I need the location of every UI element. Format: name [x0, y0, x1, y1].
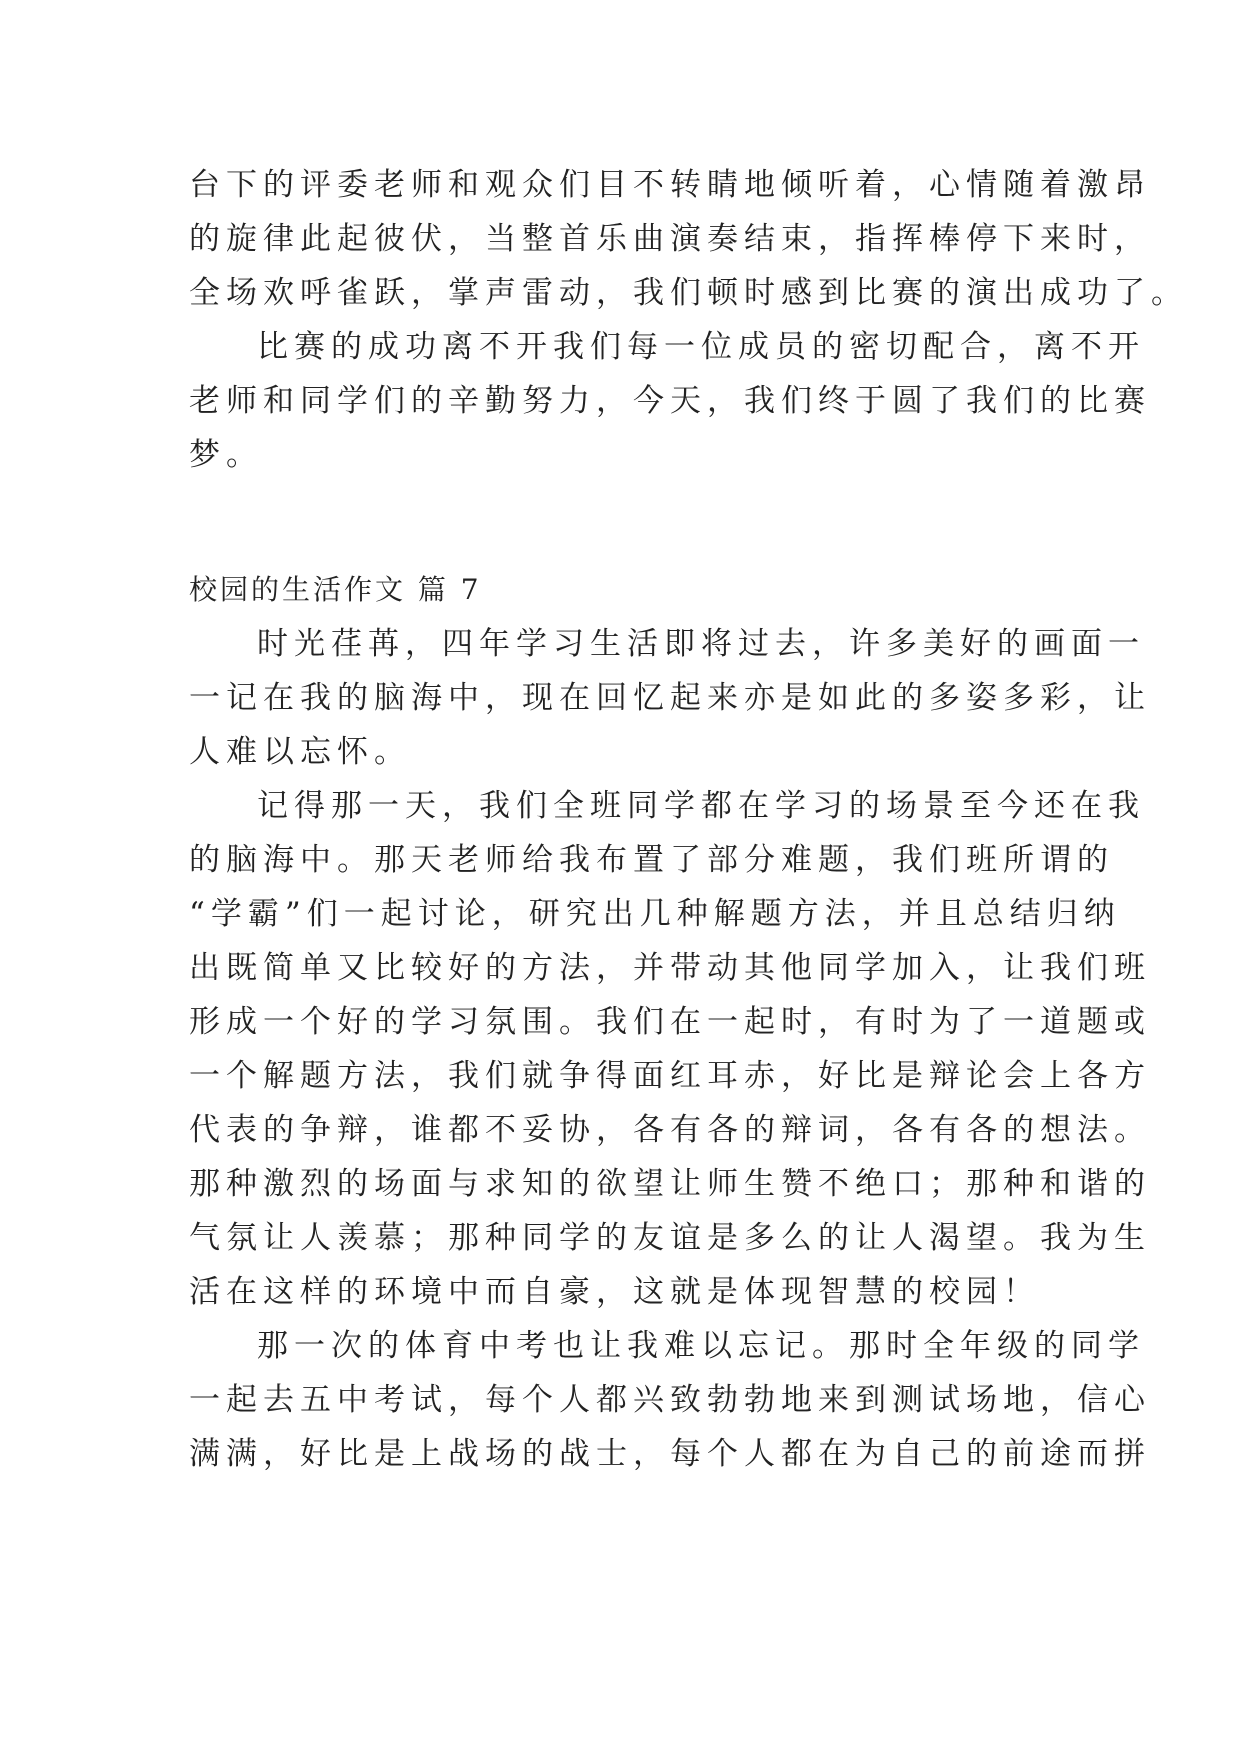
text-line: 活在这样的环境中而自豪，这就是体现智慧的校园！: [189, 1274, 1040, 1310]
paragraph-pe-exam: [189, 1319, 1151, 1481]
text-line: 一记在我的脑海中，现在回忆起来亦是如此的多姿多彩，让: [189, 680, 1151, 716]
text-line: 那一次的体育中考也让我难以忘记。那时全年级的同学: [257, 1328, 1145, 1364]
paragraph-success-reason: [189, 320, 1151, 482]
text-line: 人难以忘怀。: [189, 734, 411, 770]
text-line: 满满，好比是上战场的战士，每个人都在为自己的前途而拼: [189, 1436, 1151, 1472]
text-line: 一个解题方法，我们就争得面红耳赤，好比是辩论会上各方: [189, 1058, 1151, 1094]
text-line: 那种激烈的场面与求知的欲望让师生赞不绝口；那种和谐的: [189, 1166, 1151, 1202]
text-line: 的旋律此起彼伏，当整首乐曲演奏结束，指挥棒停下来时，: [189, 221, 1151, 257]
text-line: 出既简单又比较好的方法，并带动其他同学加入，让我们班: [189, 950, 1151, 986]
text-line: 一起去五中考试，每个人都兴致勃勃地来到测试场地，信心: [189, 1382, 1151, 1418]
text-line: 比赛的成功离不开我们每一位成员的密切配合，离不开: [257, 329, 1145, 365]
text-line: “学霸”们一起讨论，研究出几种解题方法，并且总结归纳: [189, 896, 1121, 932]
text-line: 代表的争辩，谁都不妥协，各有各的辩词，各有各的想法。: [189, 1112, 1151, 1148]
text-line: 记得那一天，我们全班同学都在学习的场景至今还在我: [257, 788, 1145, 824]
section-heading: 校园的生活作文 篇 7: [189, 573, 482, 606]
text-line: 全场欢呼雀跃，掌声雷动，我们顿时感到比赛的演出成功了。: [189, 275, 1188, 311]
paragraph-study-scene: [189, 779, 1151, 1319]
text-line: 老师和同学们的辛勤努力，今天，我们终于圆了我们的比赛: [189, 383, 1151, 419]
text-line: 的脑海中。那天老师给我布置了部分难题，我们班所谓的: [189, 842, 1114, 878]
paragraph-concert-ending: [189, 158, 1188, 320]
text-line: 梦。: [189, 437, 263, 473]
text-line: 时光荏苒，四年学习生活即将过去，许多美好的画面一: [257, 626, 1145, 662]
paragraph-time-flies: [189, 617, 1151, 779]
text-line: 台下的评委老师和观众们目不转睛地倾听着，心情随着激昂: [189, 167, 1151, 203]
text-line: 形成一个好的学习氛围。我们在一起时，有时为了一道题或: [189, 1004, 1151, 1040]
text-line: 气氛让人羡慕；那种同学的友谊是多么的让人渴望。我为生: [189, 1220, 1151, 1256]
